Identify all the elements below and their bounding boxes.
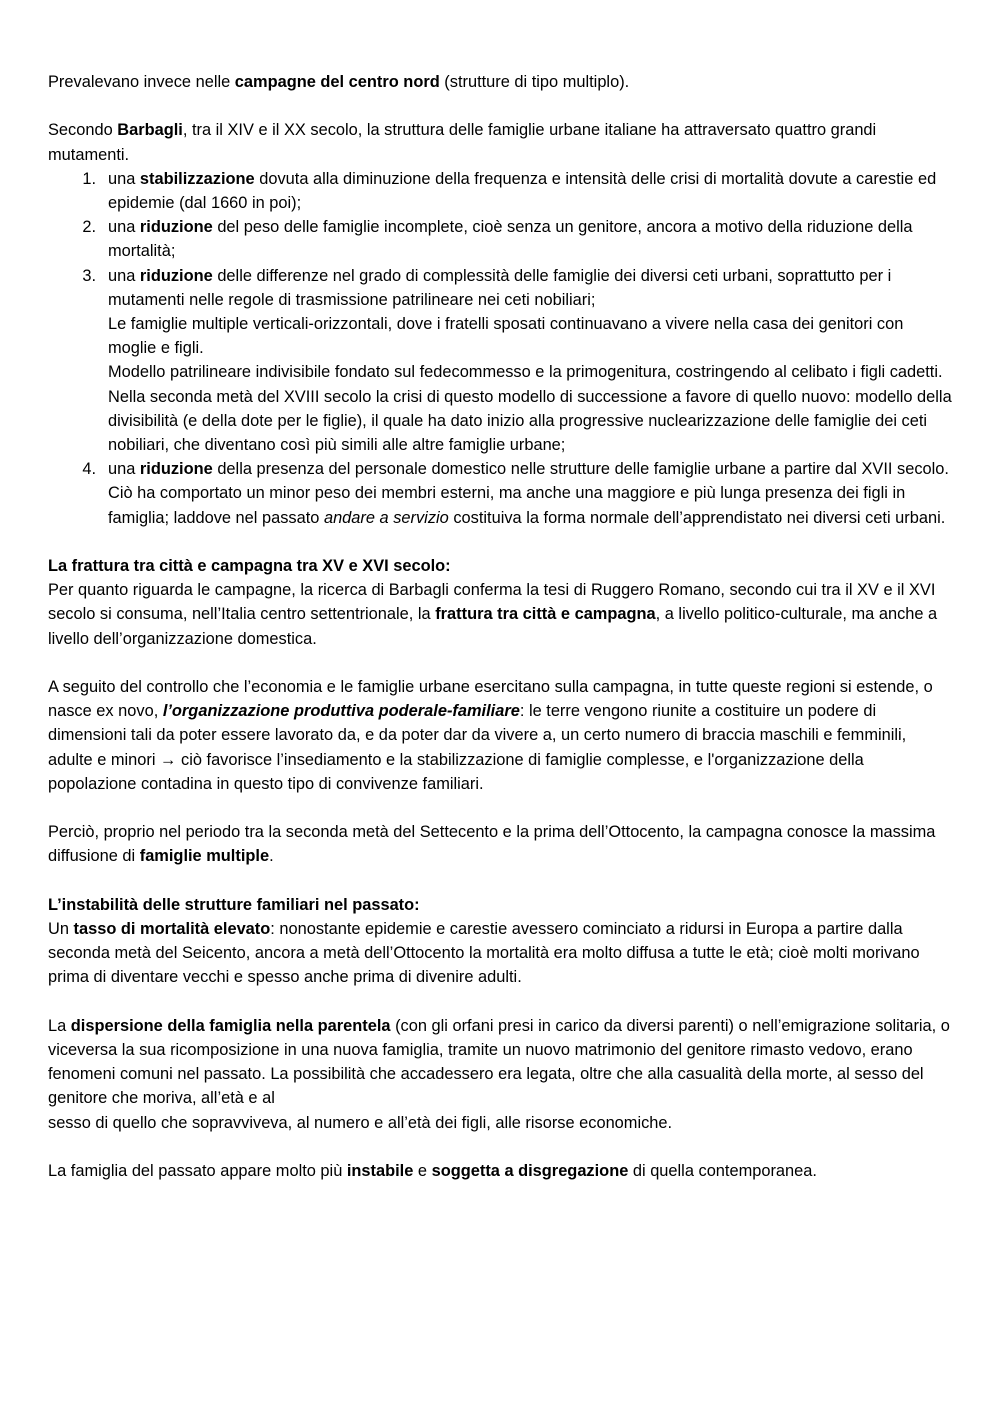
text: Per quanto riguarda le campagne, la ricerca di Barbagli conferma la tesi di Ruggero Romano, secondo cui tra il XV e il XVI secolo si consuma, nell’Italia centro settentrionale, la: [48, 581, 936, 624]
list-number: 2.: [82, 218, 96, 237]
list-item-subparagraph: Nella seconda metà del XVIII secolo la crisi di questo modello di successione a favore di quello nuovo: modello della divisibilità (e della dote per le figlie), il quale ha dato inizio alla progressive nuclearizzazione delle famiglie dei ceti nobiliari, che diventano così più simili alle altre famiglie urbane;: [108, 387, 952, 455]
text: .: [269, 847, 274, 866]
bold-text: stabilizzazione: [139, 169, 255, 188]
mutamenti-list: [48, 167, 952, 530]
text: , a livello politico-culturale, ma anche a livello dell’organizzazione domestica.: [48, 605, 938, 648]
bold-text: dispersione della famiglia nella parentela: [70, 1016, 391, 1035]
paragraph: [48, 1159, 952, 1183]
bold-text: soggetta a disgregazione: [431, 1162, 629, 1181]
list-number: 1.: [82, 169, 96, 188]
paragraph: [48, 820, 952, 868]
list-item-subparagraph: Modello patrilineare indivisibile fondato sul fedecommesso e la primogenitura, costringendo al celibato i figli cadetti.: [108, 363, 943, 382]
paragraph-barbagli: [48, 118, 952, 166]
text: di quella contemporanea.: [628, 1162, 817, 1181]
paragraph: [48, 1014, 952, 1135]
italic-text: andare a servizio: [323, 508, 449, 527]
text: della presenza del personale domestico nelle strutture delle famiglie urbane a partire dal XVII secolo. Ciò ha comportato un minor peso dei membri esterni, ma anche una maggiore e più lunga presenza dei figli in famiglia; laddove nel passato: [108, 460, 949, 527]
text: (strutture di tipo multiplo).: [439, 73, 630, 91]
bold-text: instabile: [346, 1162, 414, 1181]
list-item: [48, 215, 952, 263]
paragraph-intro: [48, 70, 952, 94]
bold-text: riduzione: [139, 218, 213, 237]
text: La famiglia del passato appare molto più: [48, 1162, 347, 1181]
text: La: [48, 1016, 71, 1035]
paragraph: [48, 917, 952, 990]
list-item: [48, 457, 952, 530]
paragraph: [48, 675, 952, 796]
text: una: [108, 266, 140, 285]
text: del peso delle famiglie incomplete, cioè senza un genitore, ancora a motivo della riduzione della mortalità;: [108, 218, 913, 261]
text: A seguito del controllo che l’economia e le famiglie urbane esercitano sulla campagna, in tutte queste regioni si estende, o nasce ex novo,: [48, 678, 933, 721]
text: costituiva la forma normale dell’apprendistato nei diversi ceti urbani.: [448, 508, 946, 527]
text: una: [108, 169, 140, 188]
text: (con gli orfani presi in carico da diversi parenti) o nell’emigrazione solitaria, o viceversa la sua ricomposizione in una nuova famiglia, tramite un nuovo matrimonio del genitore rimasto vedovo, erano fenomeni comuni nel passato. La possibilità che accadessero era legata, oltre che alla casualità della morte, al sesso del genitore che moriva, all’età e al: [48, 1016, 950, 1108]
list-item: [48, 167, 952, 215]
text: Perciò, proprio nel periodo tra la seconda metà del Settecento e la prima dell’Ottocento, la campagna conosce la massima diffusione di: [48, 823, 936, 866]
text: dovuta alla diminuzione della frequenza e intensità delle crisi di mortalità dovute a carestie ed epidemie (dal 1660 in poi);: [108, 169, 937, 212]
text: : le terre vengono riunite a costituire un podere di dimensioni tali da poter essere lavorato da, e da poter dar da vivere a, un certo numero di braccia maschili e femminili, adulte e minori → ciò favorisce l’insediamento e la stabilizzazione di famiglie complesse, e l'organizzazione della popolazione contadina in questo tipo di convivenze familiari.: [48, 702, 907, 793]
heading-text: La frattura tra città e campagna tra XV e XVI secolo:: [48, 557, 451, 576]
section-heading: [48, 893, 952, 917]
text: , tra il XIV e il XX secolo, la struttura delle famiglie urbane italiane ha attraversato quattro grandi mutamenti.: [48, 121, 877, 164]
bold-text: riduzione: [139, 460, 213, 479]
bold-text: frattura tra città e campagna: [435, 605, 656, 624]
bold-italic-text: l’organizzazione produttiva poderale-familiare: [162, 702, 520, 721]
section-heading: [48, 554, 952, 578]
list-item-subparagraph: Le famiglie multiple verticali-orizzontali, dove i fratelli sposati continuavano a vivere nella casa dei genitori con moglie e figli.: [108, 315, 904, 358]
text: Secondo: [48, 121, 118, 140]
bold-text: famiglie multiple: [139, 847, 270, 866]
text: sesso di quello che sopravviveva, al numero e all’età dei figli, alle risorse economiche.: [48, 1113, 673, 1132]
bold-text: tasso di mortalità elevato: [73, 920, 271, 939]
text: una: [108, 460, 140, 479]
text: Prevalevano invece nelle: [48, 73, 235, 91]
text: : nonostante epidemie e carestie avessero cominciato a ridursi in Europa a partire dalla seconda metà del Seicento, ancora a metà dell’Ottocento la mortalità era molto diffusa a tutte le età; cioè molti morivano prima di diventare vecchi e spesso anche prima di divenire adulti.: [48, 920, 920, 987]
bold-text: campagne del centro nord: [234, 73, 440, 91]
text: una: [108, 218, 140, 237]
bold-text: Barbagli: [117, 121, 183, 140]
heading-text: L’instabilità delle strutture familiari nel passato:: [48, 895, 420, 914]
text: e: [413, 1162, 432, 1181]
bold-text: riduzione: [139, 266, 213, 285]
paragraph: [48, 578, 952, 651]
text: delle differenze nel grado di complessità delle famiglie dei diversi ceti urbani, soprattutto per i mutamenti nelle regole di trasmissione patrilineare nei ceti nobiliari;: [108, 266, 892, 309]
list-item: [48, 264, 952, 458]
list-number: 4.: [82, 460, 96, 479]
text: Un: [48, 920, 74, 939]
list-number: 3.: [82, 266, 96, 285]
